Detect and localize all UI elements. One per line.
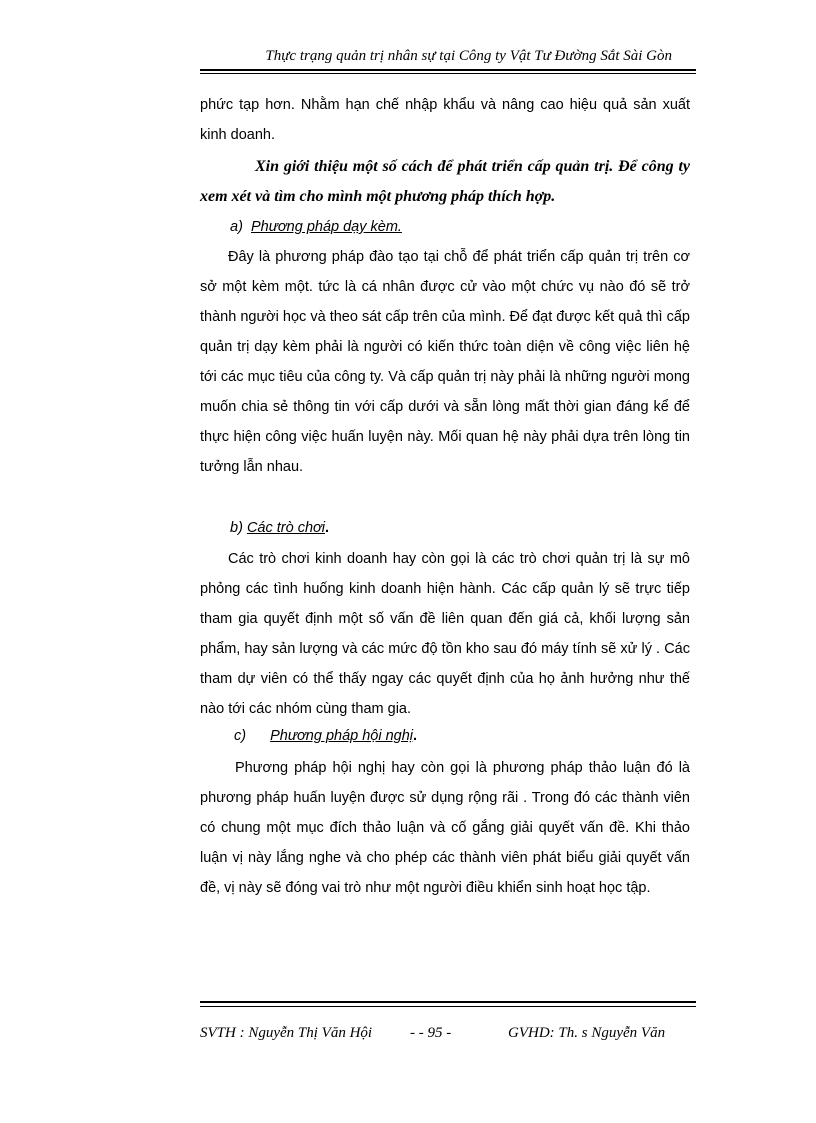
section-b-marker: b) xyxy=(230,520,243,536)
section-b-trail: . xyxy=(325,520,330,536)
section-c-trail: . xyxy=(413,728,418,744)
section-b-title: Các trò chơi xyxy=(246,520,326,536)
footer-student: SVTH : Nguyễn Thị Văn Hội xyxy=(200,1025,373,1041)
footer-rule-thin xyxy=(200,1006,696,1007)
section-a-title: Phương pháp dạy kèm. xyxy=(250,219,402,235)
section-a-heading xyxy=(230,212,402,242)
section-b-paragraph: Các trò chơi kinh doanh hay còn gọi là các trò chơi quản trị là sự mô phỏng các tình huống kinh doanh hiện hành. Các cấp quản lý sẽ trực tiếp tham gia quyết định một số vấn đề liên quan đến giá cả, khối lượng sản phẩm, hay sản lượng và các mức độ tồn kho sau đó máy tính sẽ xử lý . Các tham dự viên có thể thấy ngay các quyết định của họ ảnh hưởng như thế nào tới các nhóm cùng tham gia. xyxy=(200,551,690,717)
header-title: Thực trạng quản trị nhân sự tại Công ty Vật Tư Đường Sắt Sài Gòn xyxy=(265,48,672,64)
intro-bold-note xyxy=(200,152,690,212)
intro-bold-text: Xin giới thiệu một số cách để phát triển cấp quản trị. Để công ty xem xét và tìm cho mình một phương pháp thích hợp. xyxy=(200,158,690,205)
intro-paragraph: phức tạp hơn. Nhằm hạn chế nhập khẩu và nâng cao hiệu quả sản xuất kinh doanh. xyxy=(200,97,690,143)
section-a-paragraph: Đây là phương pháp đào tạo tại chỗ để phát triển cấp quản trị trên cơ sở một kèm một. tức là cá nhân được cử vào một chức vụ nào đó sẽ trở thành người học và theo sát cấp trên của mình. Để đạt được kết quả thì cấp quản trị dạy kèm phải là người có kiến thức toàn diện về công việc liên hệ tới các mục tiêu của công ty. Và cấp quản trị này phải là những người mong muốn chia sẻ thông tin với cấp dưới và sẵn lòng mất thời gian đáng kể để thực hiện công việc huấn luyện này. Mối quan hệ này phải dựa trên lòng tin tưởng lẫn nhau. xyxy=(200,249,690,475)
section-c-heading xyxy=(234,721,417,751)
header-rule xyxy=(200,69,696,71)
section-a-marker: a) xyxy=(230,219,243,235)
section-c-title: Phương pháp hội nghị xyxy=(270,728,414,744)
section-b-heading xyxy=(230,513,329,543)
section-c-paragraph: Phương pháp hội nghị hay còn gọi là phương pháp thảo luận đó là phương pháp huấn luyện được sử dụng rộng rãi . Trong đó các thành viên có chung một mục đích thảo luận và cố gắng giải quyết vấn đề. Khi thảo luận vị này lắng nghe và cho phép các thành viên phát biểu giải quyết vấn đề, vị này sẽ đóng vai trò như một người điều khiển sinh hoạt học tập. xyxy=(200,760,690,896)
footer-rule xyxy=(200,1001,696,1003)
header-rule-thin xyxy=(200,73,696,74)
footer-page-number: - - 95 - xyxy=(410,1025,452,1041)
footer-advisor: GVHD: Th. s Nguyễn Văn xyxy=(508,1025,666,1041)
section-c-marker: c) xyxy=(234,728,247,744)
